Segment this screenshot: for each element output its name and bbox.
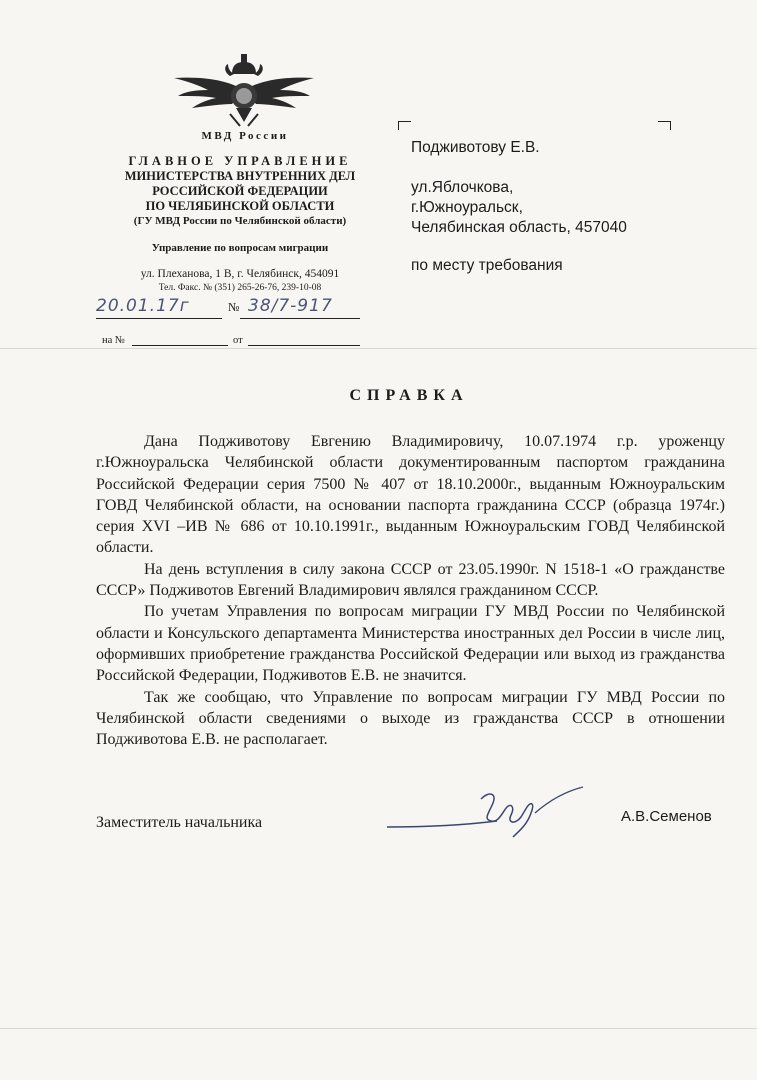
page-fold-line: [0, 348, 757, 349]
recipient-note: по месту требования: [411, 257, 563, 274]
body-paragraph: Так же сообщаю, что Управление по вопросам миграции ГУ МВД России по Челябинской области сведениями о выходе из гражданства СССР в отношении Подживотова Е.В. не располагает.: [96, 688, 725, 749]
registration-number-label: №: [228, 300, 240, 314]
underline: [132, 345, 228, 346]
reference-number-label: на №: [102, 335, 125, 346]
underline: [240, 318, 360, 319]
underline: [248, 345, 360, 346]
org-line: (ГУ МВД России по Челябинской области): [133, 215, 347, 227]
body-paragraph: На день вступления в силу закона СССР от 23.05.1990г. N 1518-1 «О гражданстве СССР» Подживотов Евгений Владимирович являлся гражданином СССР.: [96, 560, 725, 600]
organization-name: [70, 154, 410, 229]
address-corner-mark: [398, 121, 411, 130]
org-line: ГЛАВНОЕ УПРАВЛЕНИЕ: [128, 154, 352, 168]
handwritten-signature: [385, 785, 585, 840]
address-block: [70, 267, 410, 295]
address-corner-mark: [658, 121, 671, 130]
eagle-emblem-icon: [170, 52, 318, 130]
page-fold-line: [0, 1028, 757, 1029]
body-paragraph: Дана Подживотову Евгению Владимировичу, 10.07.1974 г.р. уроженцу г.Южноуральска Челябинской области документированным паспортом гражданина Российской Федерации серия 7500 № 407 от 18.10.2000г., выданным Южноуральским ГОВД Челябинской области, на основании паспорта гражданина СССР (образца 1974г.) серия XVI –ИВ № 686 от 10.10.1991г., выданным Южноуральским ГОВД Челябинской области.: [96, 433, 725, 557]
department-name: Управление по вопросам миграции: [151, 242, 329, 254]
address-line: ул. Плеханова, 1 В, г. Челябинск, 454091: [140, 268, 340, 280]
ministry-short-name: МВД России: [201, 130, 289, 142]
signer-name: А.В.Семенов: [621, 808, 712, 825]
document-body: [96, 431, 725, 750]
recipient-region: Челябинская область, 457040: [411, 219, 627, 236]
org-line: ПО ЧЕЛЯБИНСКОЙ ОБЛАСТИ: [145, 199, 335, 213]
registration-number: 38/7-917: [248, 296, 333, 316]
signer-position: Заместитель начальника: [96, 814, 263, 831]
reference-date-label: от: [233, 335, 243, 346]
recipient-street: ул.Яблочкова,: [411, 179, 514, 196]
org-line: МИНИСТЕРСТВА ВНУТРЕННИХ ДЕЛ: [124, 169, 356, 183]
body-paragraph: По учетам Управления по вопросам миграции ГУ МВД России по Челябинской области и Консульского департамента Министерства иностранных дел России в числе лиц, оформивших приобретение гражданства Российской Федерации или выход из гражданства Российской Федерации, Подживотов Е.В. не значится.: [96, 603, 725, 685]
recipient-block: [411, 138, 627, 276]
recipient-city: г.Южноуральск,: [411, 199, 523, 216]
recipient-name: Подживотову Е.В.: [411, 139, 540, 156]
document-title: СПРАВКА: [349, 387, 469, 404]
org-line: РОССИЙСКОЙ ФЕДЕРАЦИИ: [152, 184, 328, 198]
phone-line: Тел. Факс. № (351) 265-26-76, 239-10-08: [158, 283, 322, 293]
registration-date: 20.01.17г: [96, 296, 190, 316]
underline: [96, 318, 222, 319]
